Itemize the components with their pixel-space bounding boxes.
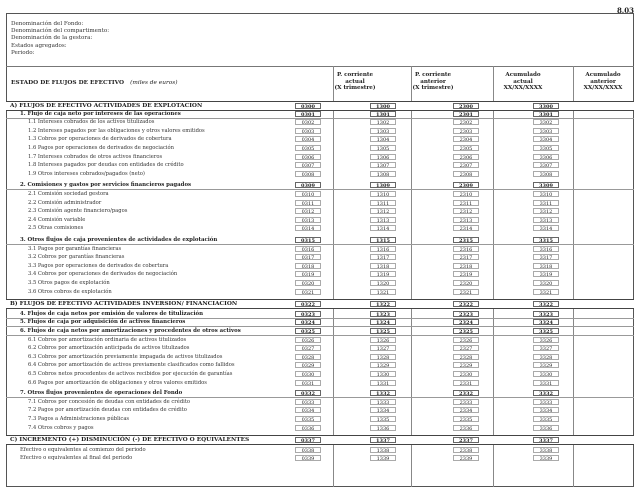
code-cell: 1326 bbox=[370, 337, 396, 343]
code-cell: 0305 bbox=[295, 145, 321, 151]
row-label: 4. Flujos de caja netos por emisión de valores de titulización bbox=[20, 310, 204, 317]
code-cell: 1339 bbox=[370, 455, 396, 461]
code-cell: 0331 bbox=[295, 380, 321, 386]
code-cell: 3330 bbox=[533, 371, 559, 377]
row-label: Efectivo o equivalentes al final del periodo bbox=[20, 455, 133, 462]
code-cell: 1307 bbox=[370, 162, 396, 168]
code-cell: 0316 bbox=[295, 246, 321, 252]
row-label: 6.1 Cobros por amortización ordinaria de activos titulizados bbox=[28, 336, 187, 343]
code-cell: 3306 bbox=[533, 154, 559, 160]
table-row bbox=[6, 406, 634, 414]
code-cell: 2313 bbox=[453, 217, 479, 223]
code-cell: 0313 bbox=[295, 217, 321, 223]
code-cell: 1304 bbox=[370, 136, 396, 142]
table-row bbox=[6, 279, 634, 287]
table-row bbox=[6, 224, 634, 232]
code-cell: 0319 bbox=[295, 271, 321, 277]
row-label: A) FLUJOS DE EFECTIVO ACTIVIDADES DE EXPLOTACION bbox=[10, 103, 203, 109]
table-row bbox=[6, 153, 634, 161]
table-row bbox=[6, 370, 634, 378]
code-cell: 3310 bbox=[533, 191, 559, 197]
code-cell: 0322 bbox=[295, 301, 321, 307]
row-label: 6.5 Cobros netos procedentes de activos recibidos por ejecución de garantías bbox=[28, 371, 233, 377]
code-cell: 2317 bbox=[453, 254, 479, 260]
code-cell: 1331 bbox=[370, 380, 396, 386]
table-row bbox=[6, 135, 634, 143]
aggregated-states-label: Estados agregados: bbox=[11, 42, 67, 49]
code-cell: 2312 bbox=[453, 208, 479, 214]
col-header-prior-quarter: P. corriente anterior (X trimestre) bbox=[412, 72, 454, 92]
table-row bbox=[6, 336, 634, 344]
code-cell: 2308 bbox=[453, 171, 479, 177]
code-cell: 2318 bbox=[453, 263, 479, 269]
code-cell: 1317 bbox=[370, 254, 396, 260]
row-label: 7. Otros flujos provenientes de operaciones del Fondo bbox=[20, 390, 183, 397]
table-row bbox=[6, 207, 634, 215]
code-cell: 2314 bbox=[453, 225, 479, 231]
table-row bbox=[6, 118, 634, 126]
code-cell: 0337 bbox=[295, 437, 321, 443]
code-cell: 0312 bbox=[295, 208, 321, 214]
code-cell: 3301 bbox=[533, 111, 559, 117]
row-label: 7.4 Otros cobros y pagos bbox=[28, 424, 94, 431]
row-label: 2. Comisiones y gastos por servicios financieros pagados bbox=[20, 182, 192, 189]
code-cell: 3313 bbox=[533, 217, 559, 223]
code-cell: 1336 bbox=[370, 425, 396, 431]
row-label: 3.2 Cobros por garantías financieras bbox=[28, 254, 125, 261]
code-cell: 0308 bbox=[295, 171, 321, 177]
code-cell: 1335 bbox=[370, 416, 396, 422]
code-cell: 0330 bbox=[295, 371, 321, 377]
code-cell: 2324 bbox=[453, 319, 479, 325]
code-cell: 1311 bbox=[370, 200, 396, 206]
row-label: 3. Otros flujos de caja provenientes de actividades de explotación bbox=[20, 237, 218, 243]
code-cell: 1316 bbox=[370, 246, 396, 252]
code-cell: 0323 bbox=[295, 311, 321, 317]
code-cell: 2326 bbox=[453, 337, 479, 343]
manager-name-label: Denominación de la gestora: bbox=[11, 35, 93, 42]
row-label: 1.3 Cobros por operaciones de derivados de cobertura bbox=[28, 136, 172, 143]
row-label: 2.1 Comisión sociedad gestora bbox=[28, 191, 109, 197]
code-cell: 0314 bbox=[295, 225, 321, 231]
code-cell: 3326 bbox=[533, 337, 559, 343]
row-label: 1.1 Intereses cobrados de los activos titulizados bbox=[28, 119, 155, 126]
code-cell: 0311 bbox=[295, 200, 321, 206]
code-cell: 3303 bbox=[533, 128, 559, 134]
code-cell: 3323 bbox=[533, 311, 559, 317]
units-note: (miles de euros) bbox=[130, 80, 178, 86]
code-cell: 2327 bbox=[453, 345, 479, 351]
code-cell: 1320 bbox=[370, 280, 396, 286]
code-cell: 1322 bbox=[370, 301, 396, 307]
code-cell: 2335 bbox=[453, 416, 479, 422]
code-cell: 0333 bbox=[295, 399, 321, 405]
code-cell: 2337 bbox=[453, 437, 479, 443]
section-row bbox=[6, 435, 634, 445]
statement-title-block bbox=[11, 80, 177, 86]
table-row bbox=[6, 415, 634, 423]
code-cell: 1302 bbox=[370, 119, 396, 125]
table-row bbox=[6, 344, 634, 352]
code-cell: 0303 bbox=[295, 128, 321, 134]
code-cell: 1312 bbox=[370, 208, 396, 214]
row-label: 3.4 Cobros por operaciones de derivados de negociación bbox=[28, 271, 178, 278]
code-cell: 2331 bbox=[453, 380, 479, 386]
code-cell: 2339 bbox=[453, 455, 479, 461]
table-row bbox=[6, 424, 634, 432]
code-cell: 2309 bbox=[453, 182, 479, 188]
code-cell: 1329 bbox=[370, 362, 396, 368]
col-header-current-quarter: P. corriente actual (X trimestre) bbox=[334, 72, 376, 92]
code-cell: 2319 bbox=[453, 271, 479, 277]
code-cell: 0329 bbox=[295, 362, 321, 368]
code-cell: 0332 bbox=[295, 390, 321, 396]
row-label: 1.9 Otros intereses cobrados/pagados (neto) bbox=[28, 170, 145, 177]
row-label: B) FLUJOS DE EFECTIVO ACTIVIDADES INVERSION/ FINANCIACION bbox=[10, 301, 238, 308]
row-label: 1.2 Intereses pagados por las obligaciones y otros valores emitidos bbox=[28, 127, 205, 134]
code-cell: 0310 bbox=[295, 191, 321, 197]
code-cell: 2315 bbox=[453, 237, 479, 243]
code-cell: 3311 bbox=[533, 200, 559, 206]
code-cell: 3332 bbox=[533, 390, 559, 396]
code-cell: 2304 bbox=[453, 136, 479, 142]
code-cell: 0307 bbox=[295, 162, 321, 168]
code-cell: 1321 bbox=[370, 289, 396, 295]
code-cell: 1334 bbox=[370, 407, 396, 413]
code-cell: 3339 bbox=[533, 455, 559, 461]
code-cell: 3329 bbox=[533, 362, 559, 368]
row-label: 2.5 Otras comisiones bbox=[28, 225, 84, 232]
code-cell: 1323 bbox=[370, 311, 396, 317]
code-cell: 0302 bbox=[295, 119, 321, 125]
code-cell: 2305 bbox=[453, 145, 479, 151]
code-cell: 2321 bbox=[453, 289, 479, 295]
row-label: C) INCREMENTO (+) DISMINUCIÓN (-) DE EFECTIVO O EQUIVALENTES bbox=[10, 437, 250, 444]
code-cell: 3314 bbox=[533, 225, 559, 231]
table-row bbox=[6, 288, 634, 296]
table-row bbox=[6, 353, 634, 361]
code-cell: 0338 bbox=[295, 447, 321, 453]
code-cell: 1306 bbox=[370, 154, 396, 160]
fund-identification bbox=[11, 21, 109, 57]
code-cell: 0326 bbox=[295, 337, 321, 343]
identification-divider bbox=[6, 66, 634, 67]
code-cell: 0304 bbox=[295, 136, 321, 142]
code-cell: 3302 bbox=[533, 119, 559, 125]
code-cell: 0325 bbox=[295, 328, 321, 334]
table-row bbox=[6, 190, 634, 198]
code-cell: 3333 bbox=[533, 399, 559, 405]
code-cell: 1313 bbox=[370, 217, 396, 223]
code-cell: 0339 bbox=[295, 455, 321, 461]
code-cell: 2302 bbox=[453, 119, 479, 125]
code-cell: 1314 bbox=[370, 225, 396, 231]
code-cell: 1303 bbox=[370, 128, 396, 134]
table-row bbox=[6, 379, 634, 387]
code-cell: 1318 bbox=[370, 263, 396, 269]
code-cell: 0309 bbox=[295, 182, 321, 188]
table-row bbox=[6, 144, 634, 152]
code-cell: 3331 bbox=[533, 380, 559, 386]
code-cell: 3327 bbox=[533, 345, 559, 351]
statement-title: ESTADO DE FLUJOS DE EFECTIVO bbox=[11, 80, 125, 86]
code-cell: 2311 bbox=[453, 200, 479, 206]
code-cell: 1300 bbox=[370, 103, 396, 109]
code-cell: 3335 bbox=[533, 416, 559, 422]
code-cell: 1305 bbox=[370, 145, 396, 151]
code-cell: 0336 bbox=[295, 425, 321, 431]
page-code: 8.03 bbox=[616, 6, 634, 15]
row-label: 1.8 Intereses pagados por deudas con entidades de crédito bbox=[28, 162, 184, 169]
code-cell: 3316 bbox=[533, 246, 559, 252]
code-cell: 3315 bbox=[533, 237, 559, 243]
code-cell: 3307 bbox=[533, 162, 559, 168]
code-cell: 2336 bbox=[453, 425, 479, 431]
compartment-name-label: Denominación del compartimento: bbox=[11, 28, 110, 35]
code-cell: 1324 bbox=[370, 319, 396, 325]
row-label: 3.1 Pagos por garantías financieras bbox=[28, 245, 122, 252]
code-cell: 2306 bbox=[453, 154, 479, 160]
code-cell: 0321 bbox=[295, 289, 321, 295]
code-cell: 1337 bbox=[370, 437, 396, 443]
code-cell: 0335 bbox=[295, 416, 321, 422]
code-cell: 0306 bbox=[295, 154, 321, 160]
code-cell: 3308 bbox=[533, 171, 559, 177]
fund-name-label: Denominación del Fondo: bbox=[11, 21, 84, 27]
code-cell: 3334 bbox=[533, 407, 559, 413]
row-label: 3.3 Pagos por operaciones de derivados de cobertura bbox=[28, 262, 169, 269]
row-label: 2.4 Comisión variable bbox=[28, 216, 86, 223]
code-cell: 2322 bbox=[453, 301, 479, 307]
code-cell: 1332 bbox=[370, 390, 396, 396]
code-cell: 1330 bbox=[370, 371, 396, 377]
code-cell: 2310 bbox=[453, 191, 479, 197]
code-cell: 3322 bbox=[533, 301, 559, 307]
code-cell: 2328 bbox=[453, 354, 479, 360]
code-cell: 0300 bbox=[295, 103, 321, 109]
code-cell: 1327 bbox=[370, 345, 396, 351]
code-cell: 3319 bbox=[533, 271, 559, 277]
table-row bbox=[6, 216, 634, 224]
code-cell: 2325 bbox=[453, 328, 479, 334]
code-cell: 0327 bbox=[295, 345, 321, 351]
row-label: 2.3 Comisión agente financiero/pagos bbox=[28, 208, 128, 215]
row-label: 6.4 Cobros por amortización de activos previamente clasificados como fallidos bbox=[28, 362, 235, 369]
section-row bbox=[6, 299, 634, 309]
row-label: 2.2 Comisión administrador bbox=[28, 199, 102, 206]
code-cell: 0334 bbox=[295, 407, 321, 413]
row-label: 7.3 Pagos a Administraciones públicas bbox=[28, 416, 130, 422]
code-cell: 3304 bbox=[533, 136, 559, 142]
table-row bbox=[6, 446, 634, 454]
code-cell: 3328 bbox=[533, 354, 559, 360]
row-label: 1.6 Pagos por operaciones de derivados de negociación bbox=[28, 145, 174, 151]
code-cell: 1338 bbox=[370, 447, 396, 453]
row-label: 6. Flujos de caja netos por amortizaciones y procedentes de otros activos bbox=[20, 328, 241, 334]
row-label: 6.6 Pagos por amortización de obligaciones y otros valores emitidos bbox=[28, 379, 207, 386]
table-row bbox=[6, 270, 634, 278]
code-cell: 3305 bbox=[533, 145, 559, 151]
code-cell: 3318 bbox=[533, 263, 559, 269]
code-cell: 2316 bbox=[453, 246, 479, 252]
code-cell: 0318 bbox=[295, 263, 321, 269]
code-cell: 2333 bbox=[453, 399, 479, 405]
row-label: 3.5 Otros pagos de explotación bbox=[28, 280, 110, 286]
table-row bbox=[6, 170, 634, 178]
row-label: 3.6 Otros cobros de explotación bbox=[28, 288, 112, 295]
row-label: 5. Flujos de caja por adquisición de activos financieros bbox=[20, 319, 186, 326]
row-label: 1. Flujo de caja neto por intereses de las operaciones bbox=[20, 110, 181, 117]
code-cell: 2320 bbox=[453, 280, 479, 286]
code-cell: 3325 bbox=[533, 328, 559, 334]
table-row bbox=[6, 454, 634, 462]
code-cell: 3309 bbox=[533, 182, 559, 188]
code-cell: 3337 bbox=[533, 437, 559, 443]
table-row bbox=[6, 253, 634, 261]
code-cell: 1328 bbox=[370, 354, 396, 360]
code-cell: 0301 bbox=[295, 111, 321, 117]
table-row bbox=[6, 199, 634, 207]
code-cell: 3336 bbox=[533, 425, 559, 431]
code-cell: 3300 bbox=[533, 103, 559, 109]
period-label: Periodo: bbox=[11, 49, 35, 56]
row-label: 7.2 Pagos por amortización deudas con entidades de crédito bbox=[28, 407, 187, 414]
code-cell: 0317 bbox=[295, 254, 321, 260]
code-cell: 3312 bbox=[533, 208, 559, 214]
code-cell: 0328 bbox=[295, 354, 321, 360]
table-row bbox=[6, 161, 634, 169]
code-cell: 2329 bbox=[453, 362, 479, 368]
code-cell: 3317 bbox=[533, 254, 559, 260]
code-cell: 2301 bbox=[453, 111, 479, 117]
code-cell: 0315 bbox=[295, 237, 321, 243]
table-row bbox=[6, 398, 634, 406]
row-label: 7.1 Cobros por concesión de deudas con entidades de crédito bbox=[28, 398, 191, 405]
row-label: 6.2 Cobros por amortización anticipada de activos titulizados bbox=[28, 345, 190, 352]
code-cell: 2332 bbox=[453, 390, 479, 396]
code-cell: 0324 bbox=[295, 319, 321, 325]
col-header-ytd-prior: Acumulado anterior XX/XX/XXXX bbox=[583, 72, 623, 92]
code-cell: 2338 bbox=[453, 447, 479, 453]
code-cell: 3324 bbox=[533, 319, 559, 325]
table-row bbox=[6, 245, 634, 253]
code-cell: 3338 bbox=[533, 447, 559, 453]
code-cell: 0320 bbox=[295, 280, 321, 286]
code-cell: 2300 bbox=[453, 103, 479, 109]
code-cell: 2323 bbox=[453, 311, 479, 317]
code-cell: 1333 bbox=[370, 399, 396, 405]
code-cell: 2307 bbox=[453, 162, 479, 168]
col-header-ytd-current: Acumulado actual XX/XX/XXXX bbox=[503, 72, 543, 92]
code-cell: 1309 bbox=[370, 182, 396, 188]
code-cell: 3321 bbox=[533, 289, 559, 295]
row-label: Efectivo o equivalentes al comienzo del periodo bbox=[20, 446, 146, 453]
table-row bbox=[6, 262, 634, 270]
code-cell: 2330 bbox=[453, 371, 479, 377]
code-cell: 2303 bbox=[453, 128, 479, 134]
code-cell: 2334 bbox=[453, 407, 479, 413]
code-cell: 1319 bbox=[370, 271, 396, 277]
row-label: 6.3 Cobros por amortización previamente impagada de activos titulizados bbox=[28, 353, 223, 360]
code-cell: 1315 bbox=[370, 237, 396, 243]
code-cell: 1308 bbox=[370, 171, 396, 177]
table-row bbox=[6, 127, 634, 135]
row-label: 1.7 Intereses cobrados de otros activos financieros bbox=[28, 153, 163, 160]
code-cell: 1325 bbox=[370, 328, 396, 334]
code-cell: 1310 bbox=[370, 191, 396, 197]
code-cell: 3320 bbox=[533, 280, 559, 286]
code-cell: 1301 bbox=[370, 111, 396, 117]
table-row bbox=[6, 361, 634, 369]
